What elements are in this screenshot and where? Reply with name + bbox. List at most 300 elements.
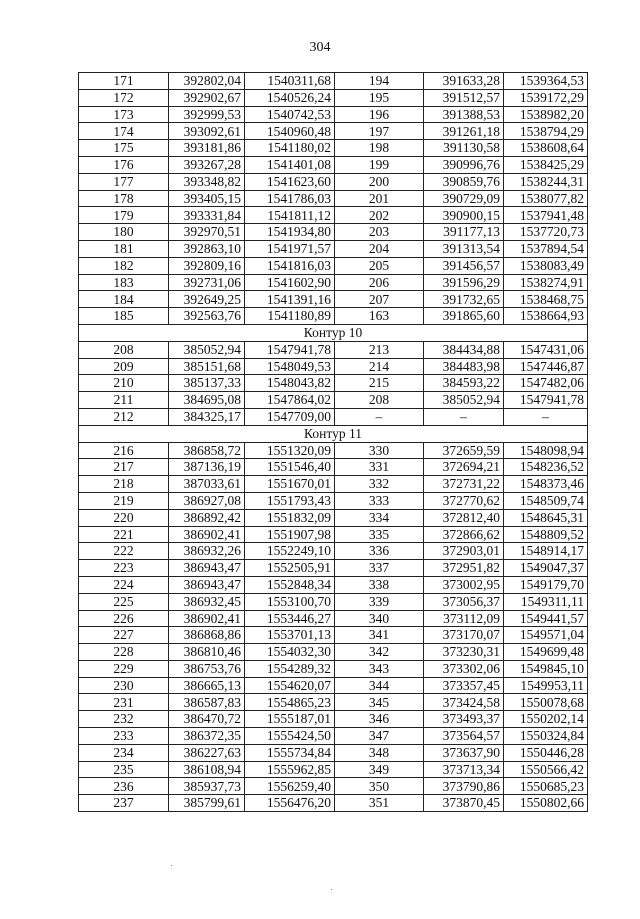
point-number-cell: 344 xyxy=(335,677,424,694)
y-coordinate-cell: 1547941,78 xyxy=(504,392,588,409)
y-coordinate-cell: 1547941,78 xyxy=(245,341,335,358)
x-coordinate-cell: 386753,76 xyxy=(169,660,245,677)
table-row xyxy=(79,476,588,493)
x-coordinate-cell: 391130,58 xyxy=(424,140,504,157)
y-coordinate-cell: 1541816,03 xyxy=(245,257,335,274)
y-coordinate-cell: 1548373,46 xyxy=(504,476,588,493)
x-coordinate-cell: 386858,72 xyxy=(169,442,245,459)
point-number-cell: 208 xyxy=(79,341,169,358)
scan-speck xyxy=(171,865,172,866)
x-coordinate-cell: 385799,61 xyxy=(169,795,245,812)
x-coordinate-cell: 386470,72 xyxy=(169,711,245,728)
table-row xyxy=(79,442,588,459)
y-coordinate-cell: – xyxy=(504,408,588,425)
y-coordinate-cell: 1538274,91 xyxy=(504,274,588,291)
y-coordinate-cell: 1550078,68 xyxy=(504,694,588,711)
y-coordinate-cell: 1548645,31 xyxy=(504,509,588,526)
x-coordinate-cell: 393092,61 xyxy=(169,123,245,140)
x-coordinate-cell: 390729,09 xyxy=(424,190,504,207)
point-number-cell: – xyxy=(335,408,424,425)
y-coordinate-cell: 1555187,01 xyxy=(245,711,335,728)
x-coordinate-cell: 373870,45 xyxy=(424,795,504,812)
y-coordinate-cell: 1550566,42 xyxy=(504,761,588,778)
y-coordinate-cell: 1541391,16 xyxy=(245,291,335,308)
x-coordinate-cell: 391456,57 xyxy=(424,257,504,274)
y-coordinate-cell: 1540526,24 xyxy=(245,89,335,106)
y-coordinate-cell: 1538077,82 xyxy=(504,190,588,207)
x-coordinate-cell: 385052,94 xyxy=(424,392,504,409)
y-coordinate-cell: 1539172,29 xyxy=(504,89,588,106)
x-coordinate-cell: 392970,51 xyxy=(169,224,245,241)
point-number-cell: 339 xyxy=(335,593,424,610)
y-coordinate-cell: 1548236,52 xyxy=(504,459,588,476)
y-coordinate-cell: 1552848,34 xyxy=(245,576,335,593)
x-coordinate-cell: 393181,86 xyxy=(169,140,245,157)
y-coordinate-cell: 1554865,23 xyxy=(245,694,335,711)
x-coordinate-cell: 386932,26 xyxy=(169,543,245,560)
y-coordinate-cell: 1556476,20 xyxy=(245,795,335,812)
y-coordinate-cell: 1539364,53 xyxy=(504,73,588,90)
table-row xyxy=(79,291,588,308)
y-coordinate-cell: 1556259,40 xyxy=(245,778,335,795)
table-row xyxy=(79,392,588,409)
x-coordinate-cell: 373790,86 xyxy=(424,778,504,795)
section-title: Контур 11 xyxy=(79,425,588,442)
point-number-cell: 214 xyxy=(335,358,424,375)
y-coordinate-cell: 1549953,11 xyxy=(504,677,588,694)
x-coordinate-cell: 392563,76 xyxy=(169,308,245,325)
table-row xyxy=(79,459,588,476)
table-row xyxy=(79,240,588,257)
y-coordinate-cell: 1551546,40 xyxy=(245,459,335,476)
table-row xyxy=(79,644,588,661)
table-row xyxy=(79,627,588,644)
point-number-cell: 206 xyxy=(335,274,424,291)
point-number-cell: 182 xyxy=(79,257,169,274)
table-row xyxy=(79,106,588,123)
y-coordinate-cell: 1549441,57 xyxy=(504,610,588,627)
point-number-cell: 178 xyxy=(79,190,169,207)
point-number-cell: 184 xyxy=(79,291,169,308)
point-number-cell: 216 xyxy=(79,442,169,459)
point-number-cell: 224 xyxy=(79,576,169,593)
x-coordinate-cell: 373170,07 xyxy=(424,627,504,644)
x-coordinate-cell: 384593,22 xyxy=(424,375,504,392)
point-number-cell: 222 xyxy=(79,543,169,560)
table-row xyxy=(79,744,588,761)
point-number-cell: 219 xyxy=(79,492,169,509)
x-coordinate-cell: 384434,88 xyxy=(424,341,504,358)
point-number-cell: 217 xyxy=(79,459,169,476)
table-row xyxy=(79,408,588,425)
x-coordinate-cell: 391633,28 xyxy=(424,73,504,90)
point-number-cell: 335 xyxy=(335,526,424,543)
point-number-cell: 346 xyxy=(335,711,424,728)
x-coordinate-cell: 391865,60 xyxy=(424,308,504,325)
table-row xyxy=(79,207,588,224)
y-coordinate-cell: 1547431,06 xyxy=(504,341,588,358)
y-coordinate-cell: 1541602,90 xyxy=(245,274,335,291)
point-number-cell: 202 xyxy=(335,207,424,224)
point-number-cell: 234 xyxy=(79,744,169,761)
x-coordinate-cell: 373713,34 xyxy=(424,761,504,778)
y-coordinate-cell: 1541401,08 xyxy=(245,156,335,173)
table-row xyxy=(79,778,588,795)
table-row xyxy=(79,711,588,728)
point-number-cell: 233 xyxy=(79,728,169,745)
point-number-cell: 337 xyxy=(335,560,424,577)
x-coordinate-cell: 391388,53 xyxy=(424,106,504,123)
point-number-cell: 333 xyxy=(335,492,424,509)
y-coordinate-cell: 1541623,60 xyxy=(245,173,335,190)
x-coordinate-cell: 373056,37 xyxy=(424,593,504,610)
point-number-cell: 207 xyxy=(335,291,424,308)
x-coordinate-cell: 386927,08 xyxy=(169,492,245,509)
y-coordinate-cell: 1540960,48 xyxy=(245,123,335,140)
point-number-cell: 227 xyxy=(79,627,169,644)
point-number-cell: 196 xyxy=(335,106,424,123)
table-row xyxy=(79,123,588,140)
x-coordinate-cell: – xyxy=(424,408,504,425)
point-number-cell: 204 xyxy=(335,240,424,257)
x-coordinate-cell: 393267,28 xyxy=(169,156,245,173)
y-coordinate-cell: 1553446,27 xyxy=(245,610,335,627)
table-row xyxy=(79,375,588,392)
point-number-cell: 236 xyxy=(79,778,169,795)
point-number-cell: 201 xyxy=(335,190,424,207)
x-coordinate-cell: 391596,29 xyxy=(424,274,504,291)
x-coordinate-cell: 386108,94 xyxy=(169,761,245,778)
point-number-cell: 209 xyxy=(79,358,169,375)
point-number-cell: 195 xyxy=(335,89,424,106)
x-coordinate-cell: 393405,15 xyxy=(169,190,245,207)
x-coordinate-cell: 373302,06 xyxy=(424,660,504,677)
y-coordinate-cell: 1538244,31 xyxy=(504,173,588,190)
table-row xyxy=(79,140,588,157)
y-coordinate-cell: 1548043,82 xyxy=(245,375,335,392)
x-coordinate-cell: 392999,53 xyxy=(169,106,245,123)
point-number-cell: 232 xyxy=(79,711,169,728)
point-number-cell: 347 xyxy=(335,728,424,745)
point-number-cell: 172 xyxy=(79,89,169,106)
table-row xyxy=(79,492,588,509)
point-number-cell: 332 xyxy=(335,476,424,493)
y-coordinate-cell: 1547864,02 xyxy=(245,392,335,409)
y-coordinate-cell: 1547482,06 xyxy=(504,375,588,392)
point-number-cell: 177 xyxy=(79,173,169,190)
y-coordinate-cell: 1537720,73 xyxy=(504,224,588,241)
x-coordinate-cell: 373493,37 xyxy=(424,711,504,728)
y-coordinate-cell: 1550446,28 xyxy=(504,744,588,761)
point-number-cell: 331 xyxy=(335,459,424,476)
y-coordinate-cell: 1538794,29 xyxy=(504,123,588,140)
x-coordinate-cell: 392902,67 xyxy=(169,89,245,106)
x-coordinate-cell: 386902,41 xyxy=(169,526,245,543)
point-number-cell: 163 xyxy=(335,308,424,325)
y-coordinate-cell: 1549571,04 xyxy=(504,627,588,644)
x-coordinate-cell: 385937,73 xyxy=(169,778,245,795)
x-coordinate-cell: 373357,45 xyxy=(424,677,504,694)
x-coordinate-cell: 372659,59 xyxy=(424,442,504,459)
y-coordinate-cell: 1548098,94 xyxy=(504,442,588,459)
point-number-cell: 336 xyxy=(335,543,424,560)
y-coordinate-cell: 1548809,52 xyxy=(504,526,588,543)
point-number-cell: 330 xyxy=(335,442,424,459)
y-coordinate-cell: 1551320,09 xyxy=(245,442,335,459)
page-number: 304 xyxy=(309,40,331,55)
y-coordinate-cell: 1537894,54 xyxy=(504,240,588,257)
point-number-cell: 181 xyxy=(79,240,169,257)
table-row xyxy=(79,341,588,358)
point-number-cell: 226 xyxy=(79,610,169,627)
y-coordinate-cell: 1548049,53 xyxy=(245,358,335,375)
table-row xyxy=(79,677,588,694)
point-number-cell: 173 xyxy=(79,106,169,123)
table-row xyxy=(79,274,588,291)
point-number-cell: 223 xyxy=(79,560,169,577)
table-row xyxy=(79,560,588,577)
point-number-cell: 197 xyxy=(335,123,424,140)
x-coordinate-cell: 392802,04 xyxy=(169,73,245,90)
table-row xyxy=(79,795,588,812)
y-coordinate-cell: 1548509,74 xyxy=(504,492,588,509)
point-number-cell: 171 xyxy=(79,73,169,90)
point-number-cell: 341 xyxy=(335,627,424,644)
section-header-row xyxy=(79,425,588,442)
x-coordinate-cell: 391261,18 xyxy=(424,123,504,140)
y-coordinate-cell: 1550685,23 xyxy=(504,778,588,795)
x-coordinate-cell: 391313,54 xyxy=(424,240,504,257)
table-row xyxy=(79,173,588,190)
y-coordinate-cell: 1541934,80 xyxy=(245,224,335,241)
y-coordinate-cell: 1550202,14 xyxy=(504,711,588,728)
x-coordinate-cell: 373230,31 xyxy=(424,644,504,661)
x-coordinate-cell: 392863,10 xyxy=(169,240,245,257)
table-row xyxy=(79,761,588,778)
point-number-cell: 205 xyxy=(335,257,424,274)
x-coordinate-cell: 386810,46 xyxy=(169,644,245,661)
x-coordinate-cell: 384695,08 xyxy=(169,392,245,409)
y-coordinate-cell: 1541811,12 xyxy=(245,207,335,224)
y-coordinate-cell: 1541786,03 xyxy=(245,190,335,207)
point-number-cell: 199 xyxy=(335,156,424,173)
table-row xyxy=(79,257,588,274)
y-coordinate-cell: 1549311,11 xyxy=(504,593,588,610)
point-number-cell: 183 xyxy=(79,274,169,291)
point-number-cell: 235 xyxy=(79,761,169,778)
scan-speck xyxy=(331,889,332,890)
x-coordinate-cell: 387136,19 xyxy=(169,459,245,476)
x-coordinate-cell: 386943,47 xyxy=(169,576,245,593)
x-coordinate-cell: 372903,01 xyxy=(424,543,504,560)
x-coordinate-cell: 387033,61 xyxy=(169,476,245,493)
x-coordinate-cell: 386665,13 xyxy=(169,677,245,694)
point-number-cell: 203 xyxy=(335,224,424,241)
section-title: Контур 10 xyxy=(79,324,588,341)
x-coordinate-cell: 386943,47 xyxy=(169,560,245,577)
x-coordinate-cell: 372731,22 xyxy=(424,476,504,493)
x-coordinate-cell: 384325,17 xyxy=(169,408,245,425)
point-number-cell: 210 xyxy=(79,375,169,392)
x-coordinate-cell: 390996,76 xyxy=(424,156,504,173)
x-coordinate-cell: 385151,68 xyxy=(169,358,245,375)
table-row xyxy=(79,728,588,745)
point-number-cell: 194 xyxy=(335,73,424,90)
y-coordinate-cell: 1541180,89 xyxy=(245,308,335,325)
x-coordinate-cell: 386902,41 xyxy=(169,610,245,627)
x-coordinate-cell: 372866,62 xyxy=(424,526,504,543)
y-coordinate-cell: 1538425,29 xyxy=(504,156,588,173)
point-number-cell: 338 xyxy=(335,576,424,593)
y-coordinate-cell: 1538982,20 xyxy=(504,106,588,123)
y-coordinate-cell: 1555424,50 xyxy=(245,728,335,745)
x-coordinate-cell: 373637,90 xyxy=(424,744,504,761)
point-number-cell: 215 xyxy=(335,375,424,392)
table-row xyxy=(79,660,588,677)
y-coordinate-cell: 1555962,85 xyxy=(245,761,335,778)
y-coordinate-cell: 1540742,53 xyxy=(245,106,335,123)
point-number-cell: 345 xyxy=(335,694,424,711)
y-coordinate-cell: 1554032,30 xyxy=(245,644,335,661)
x-coordinate-cell: 392731,06 xyxy=(169,274,245,291)
table-row xyxy=(79,156,588,173)
y-coordinate-cell: 1540311,68 xyxy=(245,73,335,90)
point-number-cell: 334 xyxy=(335,509,424,526)
point-number-cell: 220 xyxy=(79,509,169,526)
point-number-cell: 228 xyxy=(79,644,169,661)
y-coordinate-cell: 1550802,66 xyxy=(504,795,588,812)
table-row xyxy=(79,543,588,560)
x-coordinate-cell: 393331,84 xyxy=(169,207,245,224)
y-coordinate-cell: 1554620,07 xyxy=(245,677,335,694)
y-coordinate-cell: 1538664,93 xyxy=(504,308,588,325)
y-coordinate-cell: 1551832,09 xyxy=(245,509,335,526)
y-coordinate-cell: 1549845,10 xyxy=(504,660,588,677)
point-number-cell: 237 xyxy=(79,795,169,812)
coordinates-table xyxy=(78,72,588,812)
x-coordinate-cell: 385052,94 xyxy=(169,341,245,358)
y-coordinate-cell: 1553100,70 xyxy=(245,593,335,610)
y-coordinate-cell: 1553701,13 xyxy=(245,627,335,644)
x-coordinate-cell: 372770,62 xyxy=(424,492,504,509)
y-coordinate-cell: 1551907,98 xyxy=(245,526,335,543)
point-number-cell: 211 xyxy=(79,392,169,409)
point-number-cell: 351 xyxy=(335,795,424,812)
y-coordinate-cell: 1552505,91 xyxy=(245,560,335,577)
y-coordinate-cell: 1538468,75 xyxy=(504,291,588,308)
y-coordinate-cell: 1547709,00 xyxy=(245,408,335,425)
point-number-cell: 225 xyxy=(79,593,169,610)
x-coordinate-cell: 393348,82 xyxy=(169,173,245,190)
point-number-cell: 218 xyxy=(79,476,169,493)
y-coordinate-cell: 1554289,32 xyxy=(245,660,335,677)
x-coordinate-cell: 386892,42 xyxy=(169,509,245,526)
x-coordinate-cell: 391732,65 xyxy=(424,291,504,308)
point-number-cell: 208 xyxy=(335,392,424,409)
point-number-cell: 180 xyxy=(79,224,169,241)
table-row xyxy=(79,576,588,593)
table-row xyxy=(79,509,588,526)
point-number-cell: 340 xyxy=(335,610,424,627)
x-coordinate-cell: 385137,33 xyxy=(169,375,245,392)
x-coordinate-cell: 372812,40 xyxy=(424,509,504,526)
point-number-cell: 343 xyxy=(335,660,424,677)
x-coordinate-cell: 373002,95 xyxy=(424,576,504,593)
y-coordinate-cell: 1551793,43 xyxy=(245,492,335,509)
y-coordinate-cell: 1552249,10 xyxy=(245,543,335,560)
table-row xyxy=(79,224,588,241)
x-coordinate-cell: 373112,09 xyxy=(424,610,504,627)
y-coordinate-cell: 1551670,01 xyxy=(245,476,335,493)
x-coordinate-cell: 373424,58 xyxy=(424,694,504,711)
x-coordinate-cell: 392649,25 xyxy=(169,291,245,308)
point-number-cell: 348 xyxy=(335,744,424,761)
section-header-row xyxy=(79,324,588,341)
y-coordinate-cell: 1537941,48 xyxy=(504,207,588,224)
y-coordinate-cell: 1541971,57 xyxy=(245,240,335,257)
y-coordinate-cell: 1549699,48 xyxy=(504,644,588,661)
y-coordinate-cell: 1541180,02 xyxy=(245,140,335,157)
point-number-cell: 185 xyxy=(79,308,169,325)
x-coordinate-cell: 386587,83 xyxy=(169,694,245,711)
table-row xyxy=(79,694,588,711)
y-coordinate-cell: 1549179,70 xyxy=(504,576,588,593)
y-coordinate-cell: 1550324,84 xyxy=(504,728,588,745)
point-number-cell: 342 xyxy=(335,644,424,661)
x-coordinate-cell: 386227,63 xyxy=(169,744,245,761)
y-coordinate-cell: 1547446,87 xyxy=(504,358,588,375)
point-number-cell: 174 xyxy=(79,123,169,140)
x-coordinate-cell: 391512,57 xyxy=(424,89,504,106)
x-coordinate-cell: 386372,35 xyxy=(169,728,245,745)
x-coordinate-cell: 390859,76 xyxy=(424,173,504,190)
point-number-cell: 212 xyxy=(79,408,169,425)
point-number-cell: 350 xyxy=(335,778,424,795)
y-coordinate-cell: 1538083,49 xyxy=(504,257,588,274)
x-coordinate-cell: 390900,15 xyxy=(424,207,504,224)
point-number-cell: 349 xyxy=(335,761,424,778)
y-coordinate-cell: 1549047,37 xyxy=(504,560,588,577)
y-coordinate-cell: 1555734,84 xyxy=(245,744,335,761)
table-row xyxy=(79,190,588,207)
point-number-cell: 229 xyxy=(79,660,169,677)
table-row xyxy=(79,526,588,543)
point-number-cell: 221 xyxy=(79,526,169,543)
point-number-cell: 230 xyxy=(79,677,169,694)
table-row xyxy=(79,89,588,106)
point-number-cell: 231 xyxy=(79,694,169,711)
x-coordinate-cell: 386868,86 xyxy=(169,627,245,644)
x-coordinate-cell: 372694,21 xyxy=(424,459,504,476)
table-row xyxy=(79,358,588,375)
x-coordinate-cell: 392809,16 xyxy=(169,257,245,274)
point-number-cell: 175 xyxy=(79,140,169,157)
point-number-cell: 179 xyxy=(79,207,169,224)
point-number-cell: 176 xyxy=(79,156,169,173)
y-coordinate-cell: 1538608,64 xyxy=(504,140,588,157)
y-coordinate-cell: 1548914,17 xyxy=(504,543,588,560)
point-number-cell: 213 xyxy=(335,341,424,358)
x-coordinate-cell: 373564,57 xyxy=(424,728,504,745)
x-coordinate-cell: 391177,13 xyxy=(424,224,504,241)
table-row xyxy=(79,308,588,325)
coordinates-table-body xyxy=(79,73,588,812)
point-number-cell: 200 xyxy=(335,173,424,190)
point-number-cell: 198 xyxy=(335,140,424,157)
table-row xyxy=(79,610,588,627)
x-coordinate-cell: 372951,82 xyxy=(424,560,504,577)
x-coordinate-cell: 384483,98 xyxy=(424,358,504,375)
